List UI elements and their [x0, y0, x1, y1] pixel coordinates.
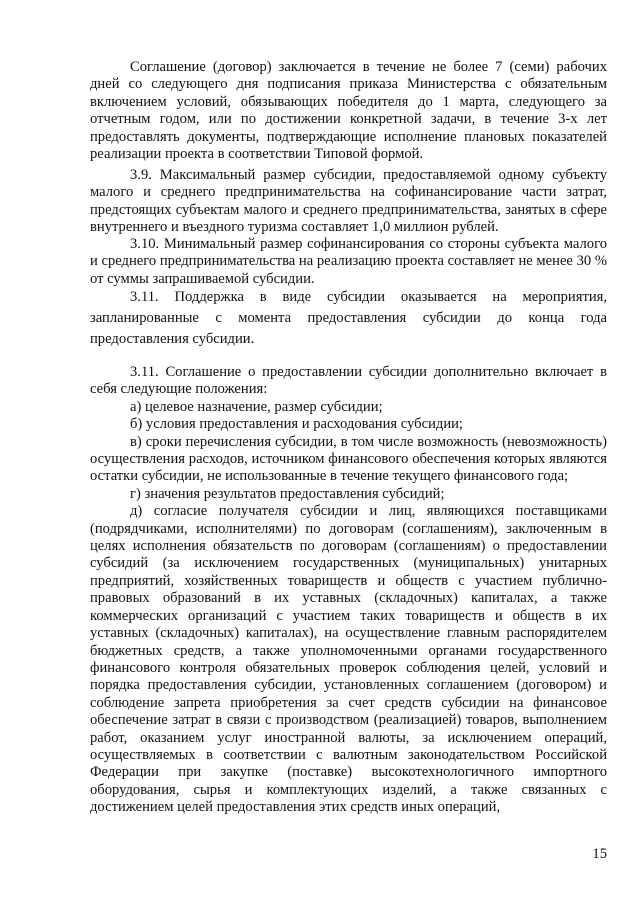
provision-a: а) целевое назначение, размер субсидии; — [130, 398, 383, 415]
paragraph-3-10 — [90, 236, 607, 288]
paragraph-text: Соглашение (договор) заключается в течение не более 7 (семи) рабочих дней со следующего дня подписания приказа Министерства с обязательным включением условий, обязывающих победителя до 1 марта, следующего за отчетным годом, или по достижении конкретной задачи, в течение 3-х лет предоставлять документы, подтверждающие исполнение плановых показателей реализации проекта в соответствии Типовой формой. — [90, 59, 607, 163]
paragraph-3-9 — [90, 167, 607, 237]
paragraph-3-11-support — [90, 287, 607, 350]
provision-d: д) согласие получателя субсидии и лиц, являющихся поставщиками (подрядчиками, исполнителями) по договорам (соглашениям), заключенным в целях исполнения обязательств по договорам (соглашениям) о предоставлении субсидий (за исключением государственных (муниципальных) унитарных предприятий, хозяйственных товариществ и обществ с участием публично-правовых образований в их уставных (складочных) капиталах, а также коммерческих организаций с участием таких товариществ и обществ в их уставных (складочных) капиталах), на осуществление главным распорядителем бюджетных средств, а также уполномоченными органами государственного финансового контроля обязательных проверок соблюдения целей, условий и порядка предоставления субсидии, установленных соглашением (договором) и соблюдение запрета приобретения за счет средств субсидии на финансовое обеспечение затрат в связи с производством (реализацией) товаров, выполнением работ, оказанием услуг иностранной валюты, за исключением операций, осуществляемых в соответствии с валютным законодательством Российской Федерации при закупке (поставке) высокотехнологичного импортного оборудования, сырья и комплектующих изделий, а также связанных с достижением целей предоставления этих средств иных операций, — [90, 503, 607, 816]
paragraph-text: 3.11. Поддержка в виде субсидии оказывается на мероприятия, запланированные с момента предоставления субсидии до конца года предоставления субсидии. — [90, 289, 607, 347]
paragraph-text: 3.10. Минимальный размер софинансирования со стороны субъекта малого и среднего предпринимательства на реализацию проекта составляет не менее 30 % от суммы запрашиваемой субсидии. — [90, 236, 607, 287]
paragraph-text: 3.9. Максимальный размер субсидии, предоставляемой одному субъекту малого и среднего предпринимательства на софинансирование части затрат, предстоящих субъектам малого и среднего предпринимательства, занятых в сфере внутреннего и въездного туризма составляет 1,0 миллион рублей. — [90, 167, 607, 236]
paragraph-3-11-agreement: 3.11. Соглашение о предоставлении субсидии дополнительно включает в себя следующие положения: — [90, 364, 607, 398]
paragraph-agreement-terms — [90, 59, 607, 163]
provision-g: г) значения результатов предоставления субсидий; — [130, 485, 445, 502]
page-number: 15 — [592, 846, 607, 862]
provision-b: б) условия предоставления и расходования субсидии; — [130, 416, 463, 433]
provision-v: в) сроки перечисления субсидии, в том числе возможность (невозможность) осуществления расходов, источником финансового обеспечения которых являются остатки субсидии, не использованные в течение текущего финансового года; — [90, 433, 607, 485]
agreement-provisions-section — [90, 364, 607, 817]
